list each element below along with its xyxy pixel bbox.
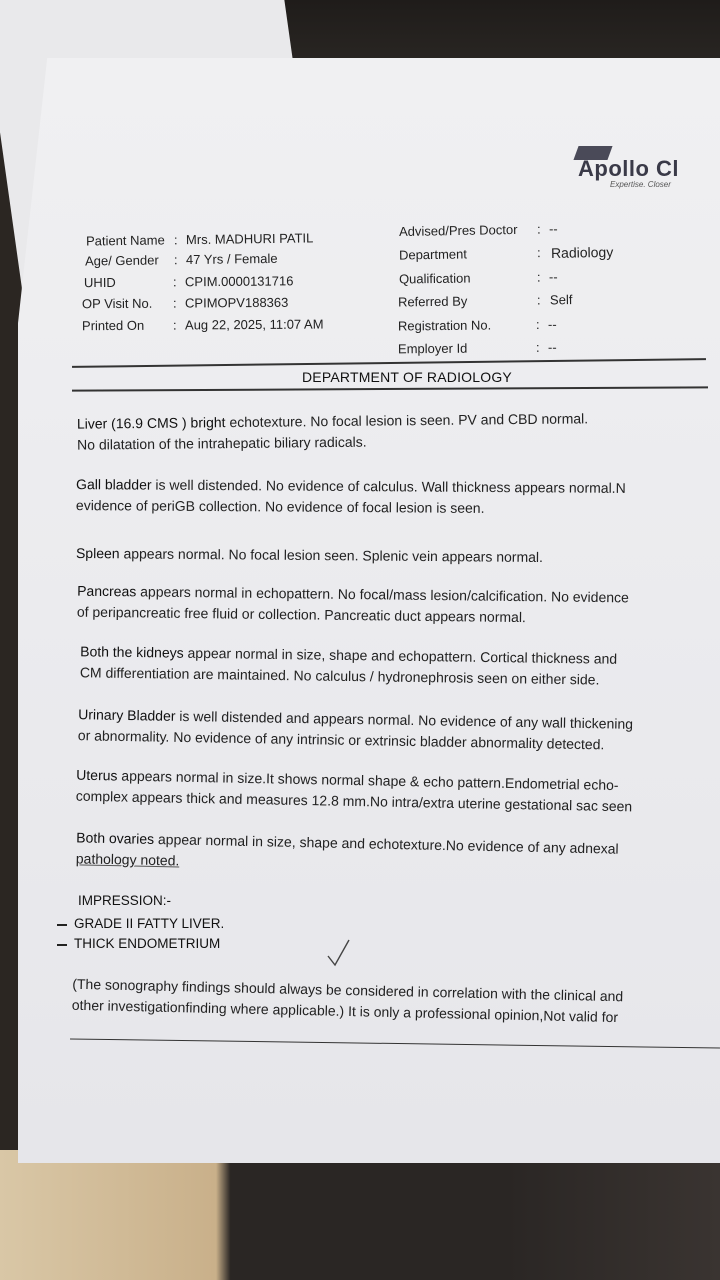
pen-mark-1 xyxy=(57,924,67,926)
patient-name-value: Mrs. MADHURI PATIL xyxy=(185,230,314,248)
finding-urinary-bladder: Urinary Bladder is well distended and appears normal. No evidence of any wall thickening or abnormality. No evidence of any intrinsic or extrinsic bladder abnormality detected. xyxy=(77,706,634,753)
impression-title: IMPRESSION:- xyxy=(78,893,172,908)
employer-id-value: -- xyxy=(547,339,557,355)
employer-id-row: Employer Id : -- xyxy=(397,339,557,357)
age-gender-label: Age/ Gender xyxy=(84,252,159,269)
age-gender-value: 47 Yrs / Female xyxy=(185,250,278,268)
registration-label: Registration No. xyxy=(397,317,492,334)
referred-by-value: Self xyxy=(549,292,573,308)
advised-doctor-row: Advised/Pres Doctor : -- xyxy=(398,221,558,240)
finding-kidneys: Both the kidneys appear normal in size, shape and echopattern. Cortical thickness and CM differentiation are maintained. No calculus / hydronephrosis seen on either side. xyxy=(79,643,618,688)
registration-value: -- xyxy=(547,316,557,332)
registration-row: Registration No. : -- xyxy=(397,316,557,334)
background-bottom xyxy=(0,1150,720,1280)
uhid-label: UHID xyxy=(83,274,116,291)
referred-by-label: Referred By xyxy=(397,293,468,310)
age-gender-row: Age/ Gender : 47 Yrs / Female xyxy=(84,250,278,269)
uhid-value: CPIM.0000131716 xyxy=(184,273,294,290)
logo-tagline: Expertise. Closer xyxy=(610,180,671,189)
hospital-logo xyxy=(568,146,720,196)
printed-on-value: Aug 22, 2025, 11:07 AM xyxy=(184,316,324,333)
printed-on-row: Printed On : Aug 22, 2025, 11:07 AM xyxy=(81,316,324,334)
department-label: Department xyxy=(398,246,468,263)
uhid-row: UHID : CPIM.0000131716 xyxy=(83,273,294,291)
patient-name-label: Patient Name xyxy=(85,232,165,249)
department-title: DEPARTMENT OF RADIOLOGY xyxy=(302,369,512,385)
finding-pancreas: Pancreas appears normal in echopattern. No focal/mass lesion/calcification. No evidence of peripancreatic free fluid or collection. Pancreatic duct appears normal. xyxy=(76,582,629,626)
qualification-value: -- xyxy=(548,269,558,285)
department-value: Radiology xyxy=(550,243,614,261)
impression-item-1: GRADE II FATTY LIVER. xyxy=(74,916,225,931)
op-visit-value: CPIMOPV188363 xyxy=(184,294,289,311)
referred-by-row: Referred By : Self xyxy=(397,292,573,310)
advised-doctor-value: -- xyxy=(548,221,558,237)
op-visit-label: OP Visit No. xyxy=(81,295,153,312)
patient-name-row: Patient Name : Mrs. MADHURI PATIL xyxy=(85,230,314,249)
disclaimer: (The sonography findings should always be considered in correlation with the clinical and other investigationfinding where applicable.) It is only a professional opinion,Not valid for xyxy=(71,975,624,1026)
qualification-label: Qualification xyxy=(398,270,471,287)
impression-item-2: THICK ENDOMETRIUM xyxy=(74,936,221,951)
finding-gall-bladder: Gall bladder is well distended. No evidence of calculus. Wall thickness appears normal.N evidence of periGB collection. No evidence of focal lesion is seen. xyxy=(75,476,626,516)
check-mark-icon xyxy=(326,938,350,968)
finding-ovaries: Both ovaries appear normal in size, shape and echotexture.No evidence of any adnexal pathology noted. xyxy=(75,829,619,869)
pen-mark-2 xyxy=(57,944,67,946)
advised-doctor-label: Advised/Pres Doctor xyxy=(398,221,518,240)
op-visit-row: OP Visit No. : CPIMOPV188363 xyxy=(81,294,289,312)
finding-spleen: Spleen appears normal. No focal lesion seen. Splenic vein appears normal. xyxy=(75,544,544,566)
finding-uterus: Uterus appears normal in size.It shows normal shape & echo pattern.Endometrial echo- complex appears thick and measures 12.8 mm.No intra/extra uterine gestational sac seen xyxy=(75,766,633,815)
qualification-row: Qualification : -- xyxy=(398,269,558,287)
finding-liver: Liver (16.9 CMS ) bright echotexture. No focal lesion is seen. PV and CBD normal. No dilatation of the intrahepatic biliary radicals. xyxy=(76,410,589,453)
printed-on-label: Printed On xyxy=(81,317,145,334)
employer-id-label: Employer Id xyxy=(397,340,468,357)
logo-wordmark: Apollo Cl xyxy=(578,156,680,181)
department-row: Department : Radiology xyxy=(398,243,614,263)
